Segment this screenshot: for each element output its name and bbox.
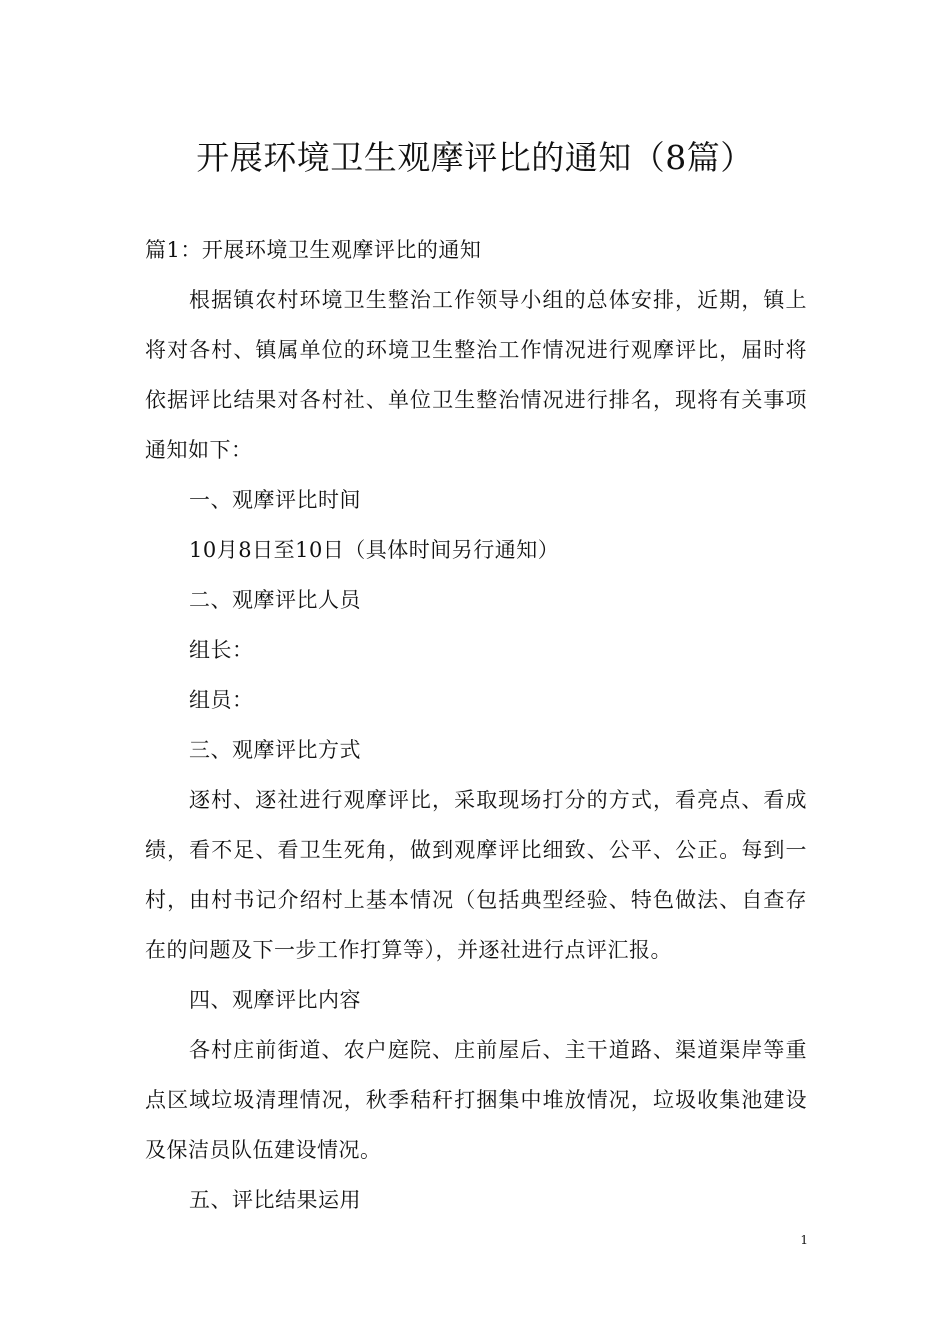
document-body [145, 225, 807, 1225]
item-text: 组员： [189, 688, 254, 712]
item-text: 组长： [189, 638, 254, 662]
item-text: 10月8日至10日（具体时间另行通知） [189, 538, 560, 562]
item-heading: 二、观摩评比人员 [189, 588, 361, 612]
item-heading: 五、评比结果运用 [189, 1188, 361, 1212]
document-title: 开展环境卫生观摩评比的通知（8篇） [196, 138, 754, 177]
item-paragraph: 逐村、逐社进行观摩评比，采取现场打分的方式，看亮点、看成绩，看不足、看卫生死角，做到观摩评比细致、公平、公正。每到一村，由村书记介绍村上基本情况（包括典型经验、特色做法、自查存在的问题及下一步工作打算等），并逐社进行点评汇报。 [145, 788, 807, 962]
intro-paragraph: 根据镇农村环境卫生整治工作领导小组的总体安排，近期，镇上将对各村、镇属单位的环境卫生整治工作情况进行观摩评比，届时将依据评比结果对各村社、单位卫生整治情况进行排名，现将有关事项通知如下： [145, 288, 807, 462]
item-heading: 三、观摩评比方式 [189, 738, 361, 762]
item-paragraph: 各村庄前街道、农户庭院、庄前屋后、主干道路、渠道渠岸等重点区域垃圾清理情况，秋季秸秆打捆集中堆放情况，垃圾收集池建设及保洁员队伍建设情况。 [145, 1038, 807, 1162]
item-heading: 一、观摩评比时间 [189, 488, 361, 512]
item-heading: 四、观摩评比内容 [189, 988, 361, 1012]
page-number: 1 [800, 1233, 808, 1247]
section-heading: 篇1：开展环境卫生观摩评比的通知 [145, 238, 482, 262]
